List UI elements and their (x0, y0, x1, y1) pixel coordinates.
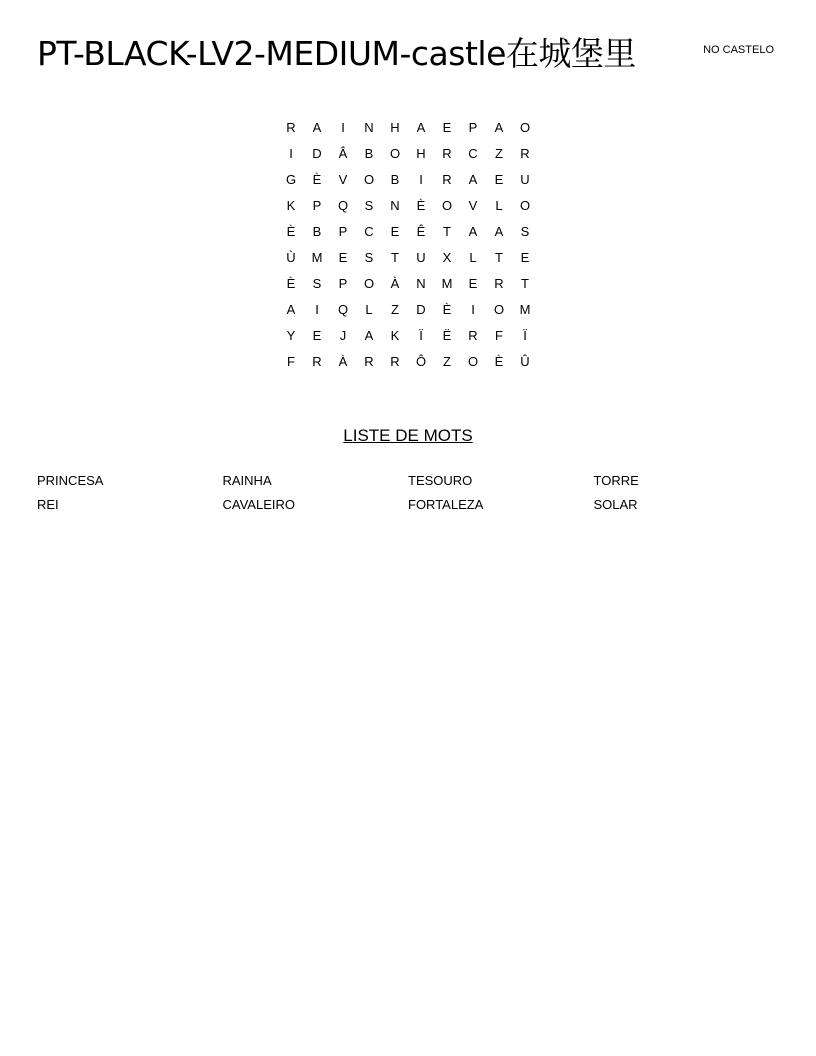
grid-letter: R (312, 354, 322, 369)
grid-letter: T (521, 276, 529, 291)
grid-letter: K (390, 328, 400, 343)
grid-letter: E (468, 276, 478, 291)
page-subtitle: NO CASTELO (703, 44, 774, 56)
word-list-item: SOLAR (593, 497, 638, 512)
grid-letter: R (286, 120, 296, 135)
grid-letter: Ë (442, 328, 452, 343)
word-list-item: TESOURO (408, 473, 473, 488)
grid-letter: E (390, 224, 400, 239)
grid-letter: D (312, 146, 322, 161)
word-list-item: REI (37, 497, 59, 512)
grid-letter: I (419, 172, 423, 187)
grid-letter: B (312, 224, 322, 239)
grid-letter: R (442, 146, 452, 161)
grid-letter: H (390, 120, 400, 135)
grid-letter: Ï (419, 328, 423, 343)
grid-letter: F (287, 354, 295, 369)
grid-letter: A (312, 120, 322, 135)
grid-letter: P (338, 276, 348, 291)
grid-letter: L (469, 250, 477, 265)
grid-letter: Â (338, 146, 348, 161)
grid-letter: P (312, 198, 322, 213)
grid-letter: Ê (416, 224, 426, 239)
grid-letter: H (416, 146, 426, 161)
grid-letter: Q (337, 198, 349, 213)
word-list (37, 471, 779, 519)
grid-letter: T (495, 250, 503, 265)
grid-letter: C (468, 146, 478, 161)
grid-letter: J (339, 328, 347, 343)
grid-letter: P (468, 120, 478, 135)
grid-letter: E (494, 172, 504, 187)
grid-letter: C (364, 224, 374, 239)
grid-letter: S (312, 276, 322, 291)
grid-letter: À (338, 354, 348, 369)
grid-letter: U (520, 172, 530, 187)
grid-letter: A (468, 172, 478, 187)
grid-letter: È (286, 276, 296, 291)
grid-letter: B (364, 146, 374, 161)
grid-letter: A (494, 224, 504, 239)
grid-letter: O (441, 198, 453, 213)
grid-letter: N (416, 276, 426, 291)
grid-letter: T (443, 224, 451, 239)
grid-letter: O (493, 302, 505, 317)
grid-letter: E (312, 328, 322, 343)
grid-letter: Z (391, 302, 399, 317)
word-list-item: RAINHA (222, 473, 272, 488)
grid-letter: L (365, 302, 373, 317)
grid-letter: L (495, 198, 503, 213)
grid-letter: X (442, 250, 452, 265)
grid-letter: U (416, 250, 426, 265)
grid-letter: E (338, 250, 348, 265)
grid-letter: R (390, 354, 400, 369)
grid-letter: O (519, 198, 531, 213)
grid-letter: N (390, 198, 400, 213)
grid-letter: M (519, 302, 531, 317)
grid-letter: T (391, 250, 399, 265)
grid-letter: Z (495, 146, 503, 161)
grid-letter: Z (443, 354, 451, 369)
grid-letter: I (289, 146, 293, 161)
grid-letter: Ô (415, 354, 427, 369)
page-title: PT-BLACK-LV2-MEDIUM-castle在城堡里 (37, 34, 636, 73)
grid-letter: O (389, 146, 401, 161)
grid-letter: P (338, 224, 348, 239)
word-search-grid (278, 115, 538, 375)
grid-letter: I (341, 120, 345, 135)
grid-letter: Ï (523, 328, 527, 343)
grid-letter: O (467, 354, 479, 369)
grid-letter: A (416, 120, 426, 135)
grid-letter: R (468, 328, 478, 343)
grid-letter: I (471, 302, 475, 317)
word-list-item: TORRE (593, 473, 639, 488)
grid-letter: I (315, 302, 319, 317)
grid-letter: È (494, 354, 504, 369)
word-list-heading: LISTE DE MOTS (343, 426, 473, 445)
grid-letter: R (442, 172, 452, 187)
grid-letter: Y (286, 328, 296, 343)
grid-letter: R (494, 276, 504, 291)
grid-letter: À (390, 276, 400, 291)
grid-letter: S (364, 198, 374, 213)
grid-letter: A (286, 302, 296, 317)
word-list-item: CAVALEIRO (222, 497, 295, 512)
grid-letter: R (520, 146, 530, 161)
word-list-item: FORTALEZA (408, 497, 484, 512)
grid-letter: S (520, 224, 530, 239)
grid-letter: V (468, 198, 478, 213)
grid-letter: A (494, 120, 504, 135)
grid-letter: R (364, 354, 374, 369)
grid-letter: F (495, 328, 503, 343)
grid-letter: N (364, 120, 374, 135)
grid-letter: O (519, 120, 531, 135)
grid-letter: O (363, 172, 375, 187)
grid-letter: E (520, 250, 530, 265)
grid-letter: K (286, 198, 296, 213)
grid-letter: A (364, 328, 374, 343)
grid-letter: E (442, 120, 452, 135)
grid-letter: G (285, 172, 297, 187)
grid-letter: È (312, 172, 322, 187)
grid-letter: M (311, 250, 323, 265)
grid-letter: Q (337, 302, 349, 317)
grid-letter: V (338, 172, 348, 187)
grid-letter: M (441, 276, 453, 291)
grid-letter: D (416, 302, 426, 317)
grid-letter: Ù (286, 250, 296, 265)
grid-letter: A (468, 224, 478, 239)
grid-letter: S (364, 250, 374, 265)
grid-letter: È (286, 224, 296, 239)
grid-letter: Û (520, 354, 530, 369)
grid-letter: O (363, 276, 375, 291)
grid-letter: È (442, 302, 452, 317)
word-list-item: PRINCESA (37, 473, 104, 488)
grid-letter: È (416, 198, 426, 213)
grid-letter: B (390, 172, 400, 187)
